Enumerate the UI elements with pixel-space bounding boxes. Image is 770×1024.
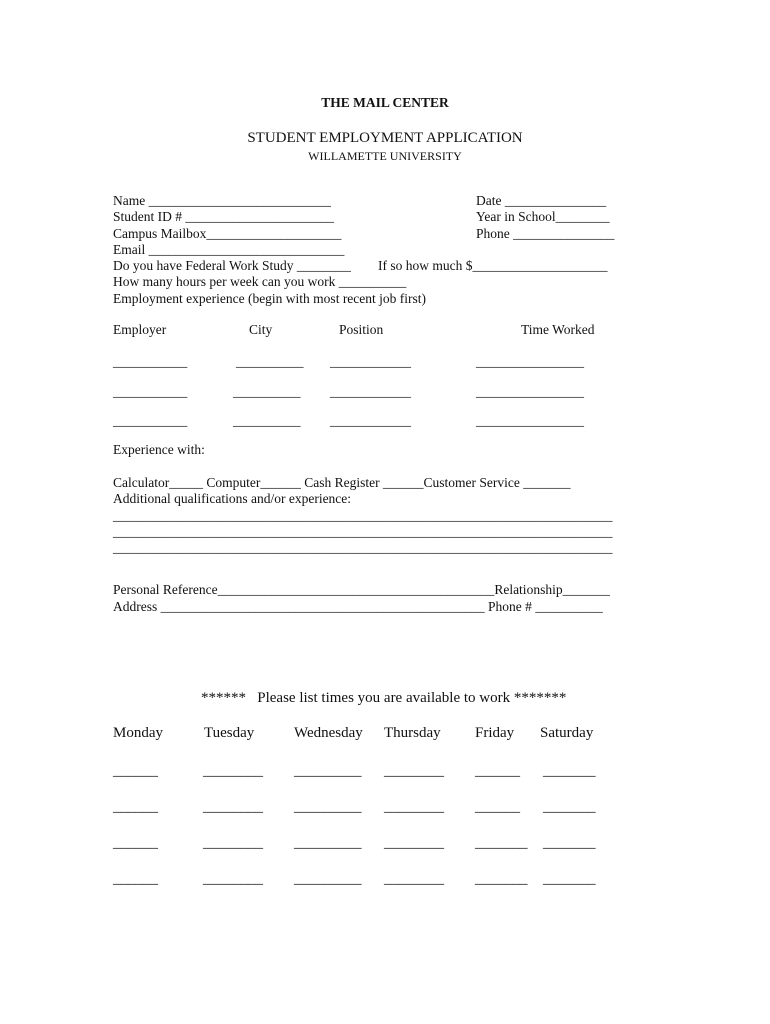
availability-blank[interactable]: ________ <box>384 799 444 815</box>
availability-blank[interactable]: _______ <box>475 871 528 887</box>
availability-heading: ****** Please list times you are available to work ******* <box>201 690 567 706</box>
availability-blank[interactable]: _________ <box>294 763 362 779</box>
form-subtitle: STUDENT EMPLOYMENT APPLICATION <box>247 130 523 146</box>
availability-blank[interactable]: ______ <box>475 799 520 815</box>
availability-blank[interactable]: _________ <box>294 871 362 887</box>
availability-blank[interactable]: ______ <box>113 799 158 815</box>
city-blank[interactable]: __________ <box>233 384 301 399</box>
year-in-school-field[interactable]: Year in School________ <box>476 209 610 224</box>
availability-blank[interactable]: ________ <box>203 763 263 779</box>
availability-blank[interactable]: ________ <box>384 763 444 779</box>
time-worked-blank[interactable]: ________________ <box>476 384 584 399</box>
university-name: WILLAMETTE UNIVERSITY <box>308 149 462 163</box>
work-study-amount-field[interactable]: If so how much $____________________ <box>378 258 608 273</box>
employer-blank[interactable]: ___________ <box>113 354 188 369</box>
tuesday-header: Tuesday <box>204 725 255 741</box>
position-blank[interactable]: ____________ <box>330 354 411 369</box>
availability-blank[interactable]: ________ <box>203 835 263 851</box>
monday-header: Monday <box>113 725 163 741</box>
city-column-header: City <box>249 322 273 337</box>
position-blank[interactable]: ____________ <box>330 384 411 399</box>
qualifications-line[interactable]: __________________________________________________________________________ <box>113 524 613 539</box>
qualifications-line[interactable]: __________________________________________________________________________ <box>113 508 613 523</box>
phone-field[interactable]: Phone _______________ <box>476 226 615 241</box>
time-worked-blank[interactable]: ________________ <box>476 413 584 428</box>
availability-blank[interactable]: ________ <box>384 871 444 887</box>
availability-blank[interactable]: ________ <box>384 835 444 851</box>
experience-heading: Experience with: <box>113 442 205 457</box>
student-id-field[interactable]: Student ID # ______________________ <box>113 209 334 224</box>
availability-blank[interactable]: _________ <box>294 835 362 851</box>
friday-header: Friday <box>475 725 515 741</box>
availability-blank[interactable]: ______ <box>113 835 158 851</box>
position-blank[interactable]: ____________ <box>330 413 411 428</box>
availability-blank[interactable]: ______ <box>113 763 158 779</box>
name-field[interactable]: Name ___________________________ <box>113 193 331 208</box>
thursday-header: Thursday <box>384 725 441 741</box>
time-worked-blank[interactable]: ________________ <box>476 354 584 369</box>
availability-blank[interactable]: _______ <box>543 835 596 851</box>
employment-experience-label: Employment experience (begin with most recent job first) <box>113 291 427 306</box>
employer-blank[interactable]: ___________ <box>113 384 188 399</box>
federal-work-study-field[interactable]: Do you have Federal Work Study ________ <box>113 258 351 273</box>
skills-checklist[interactable]: Calculator_____ Computer______ Cash Register ______Customer Service _______ <box>113 475 571 490</box>
personal-reference-field[interactable]: Personal Reference_________________________________________Relationship_______ <box>113 582 610 597</box>
hours-per-week-field[interactable]: How many hours per week can you work __________ <box>113 274 407 289</box>
employer-column-header: Employer <box>113 322 167 337</box>
availability-blank[interactable]: _______ <box>543 799 596 815</box>
city-blank[interactable]: __________ <box>236 354 304 369</box>
availability-blank[interactable]: ______ <box>475 763 520 779</box>
qualifications-line[interactable]: __________________________________________________________________________ <box>113 540 613 555</box>
position-column-header: Position <box>339 322 384 337</box>
availability-blank[interactable]: ________ <box>203 799 263 815</box>
availability-blank[interactable]: _______ <box>543 871 596 887</box>
availability-blank[interactable]: ________ <box>203 871 263 887</box>
additional-qualifications-label: Additional qualifications and/or experience: <box>113 491 352 506</box>
availability-blank[interactable]: _______ <box>475 835 528 851</box>
saturday-header: Saturday <box>540 725 594 741</box>
address-field[interactable]: Address ________________________________________________ Phone # __________ <box>113 599 603 614</box>
campus-mailbox-field[interactable]: Campus Mailbox____________________ <box>113 226 342 241</box>
city-blank[interactable]: __________ <box>233 413 301 428</box>
time-worked-column-header: Time Worked <box>521 322 595 337</box>
form-title: THE MAIL CENTER <box>321 95 449 110</box>
wednesday-header: Wednesday <box>294 725 363 741</box>
availability-blank[interactable]: ______ <box>113 871 158 887</box>
date-field[interactable]: Date _______________ <box>476 193 607 208</box>
email-field[interactable]: Email _____________________________ <box>113 242 345 257</box>
availability-blank[interactable]: _________ <box>294 799 362 815</box>
availability-blank[interactable]: _______ <box>543 763 596 779</box>
employer-blank[interactable]: ___________ <box>113 413 188 428</box>
